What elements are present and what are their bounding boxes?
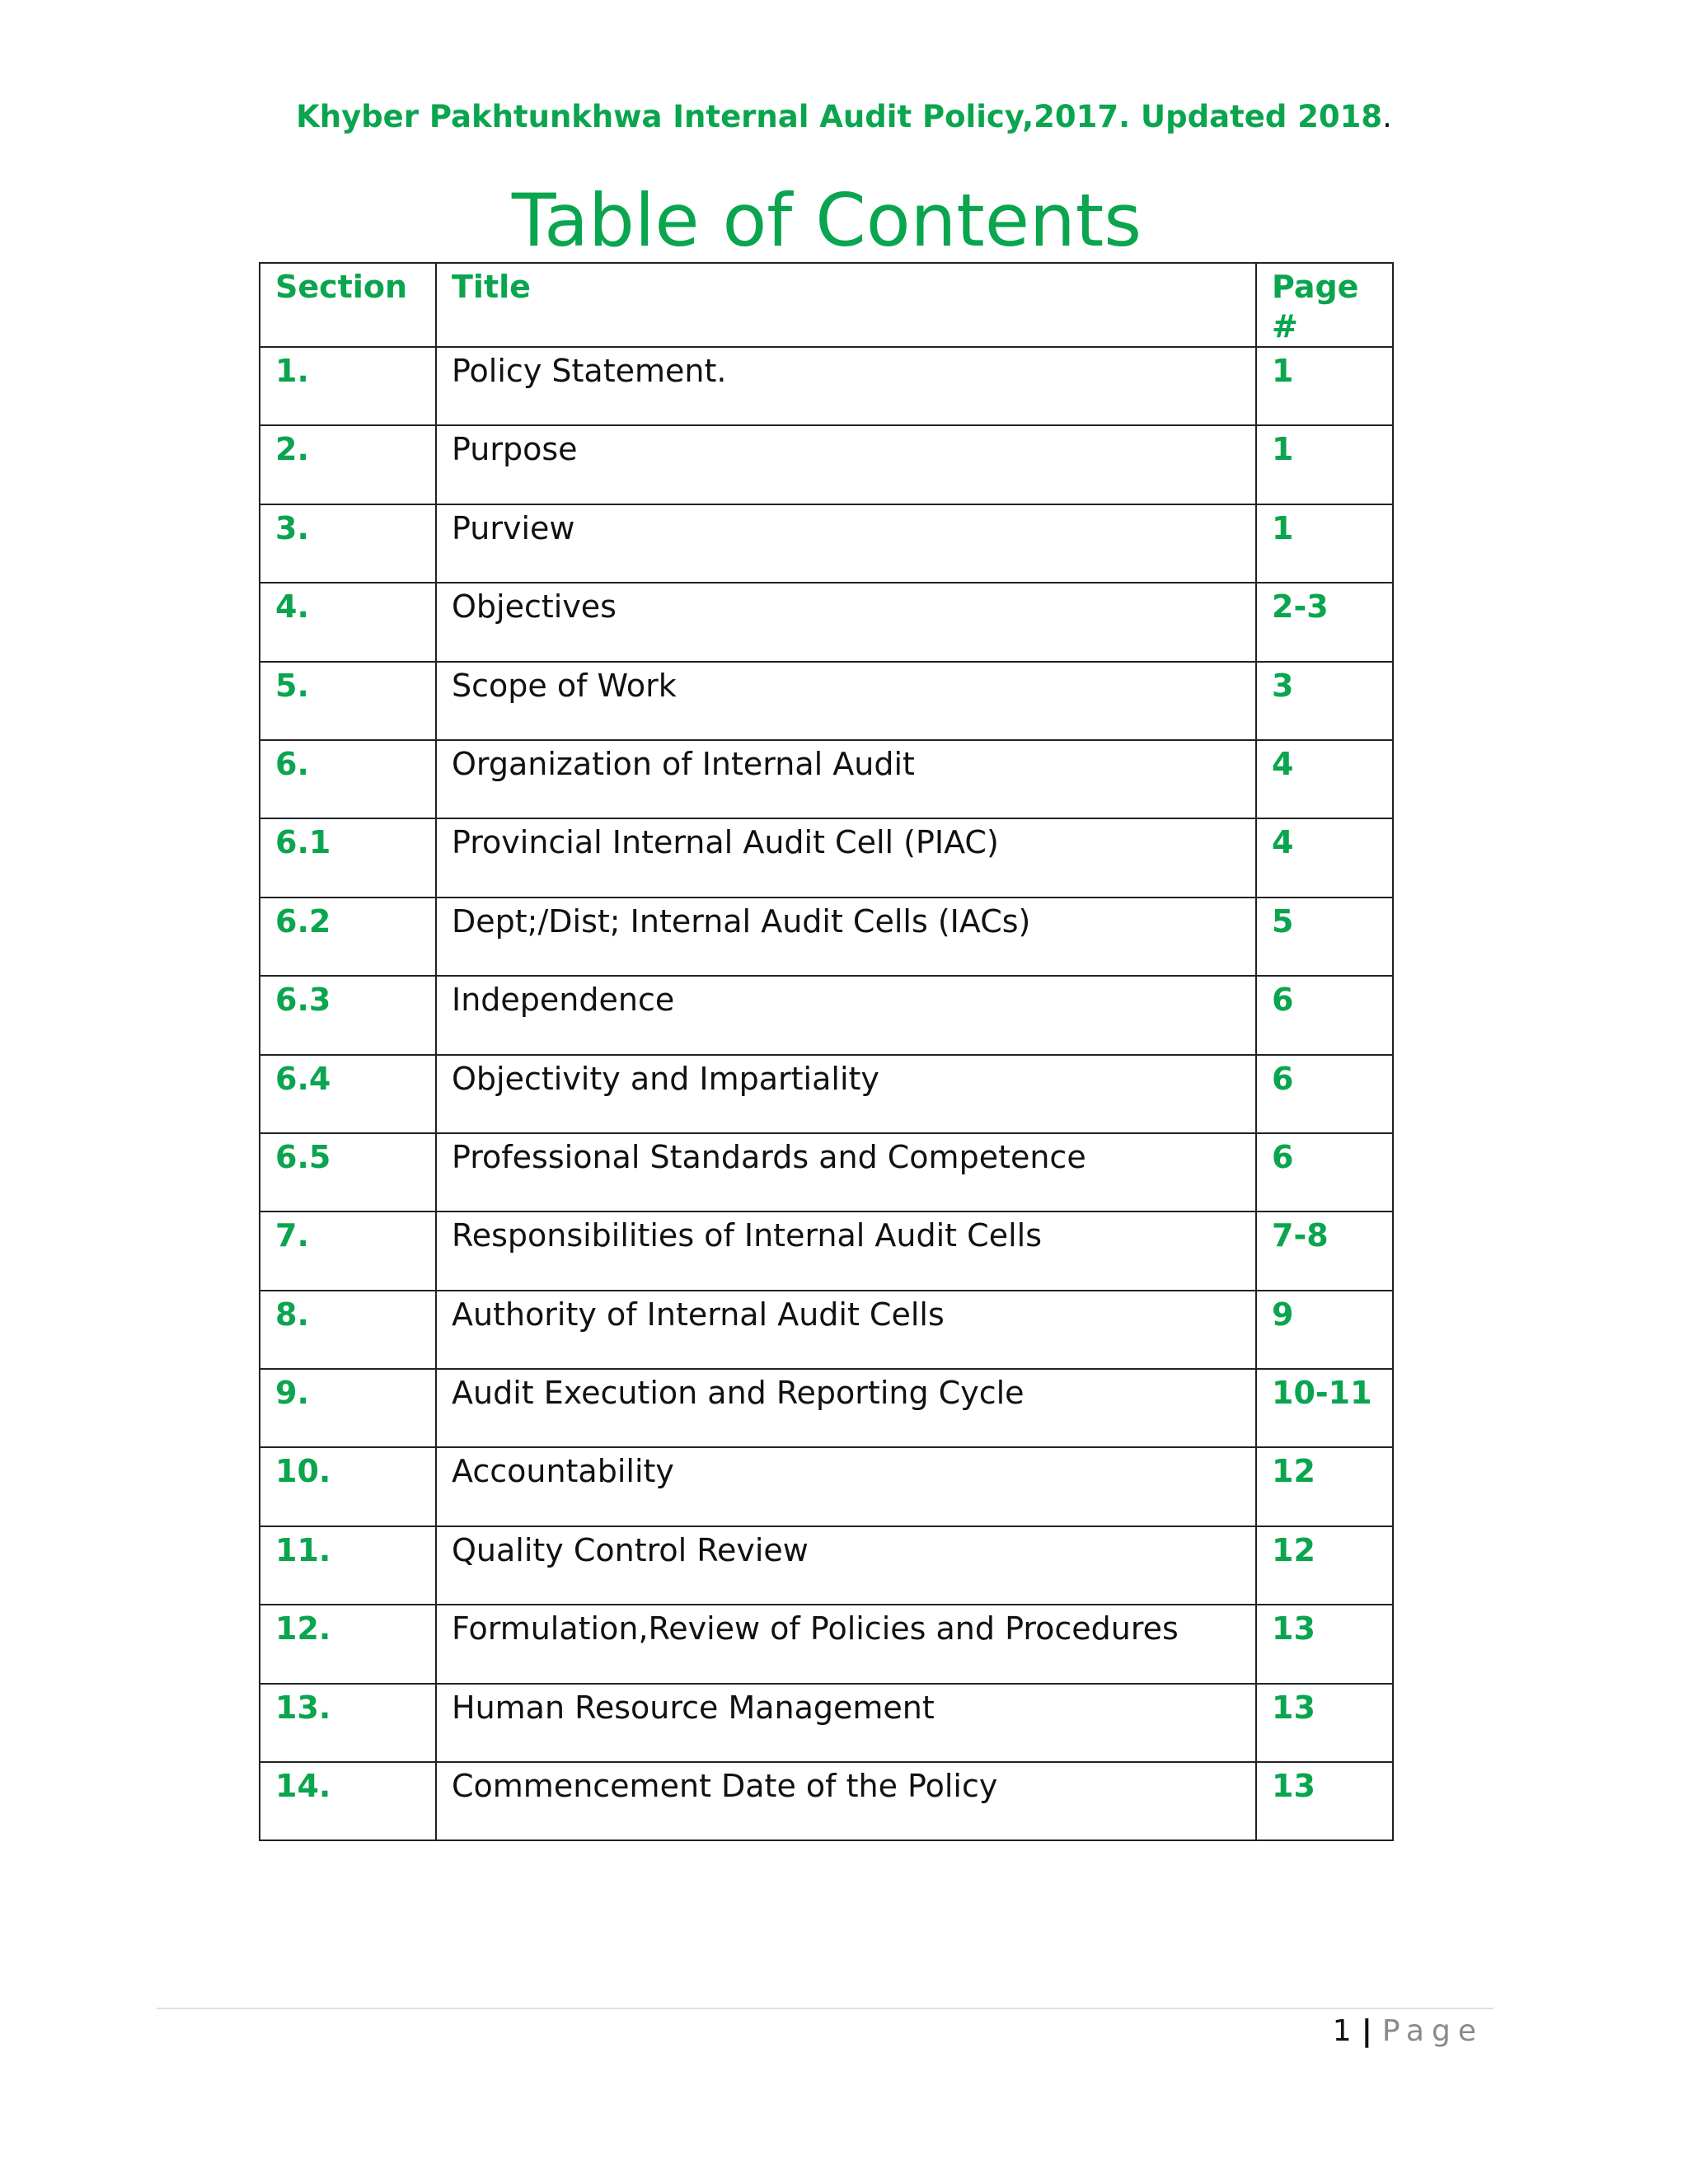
page-number: 4 xyxy=(1256,818,1393,897)
section-title: Provincial Internal Audit Cell (PIAC) xyxy=(436,818,1256,897)
table-row xyxy=(260,898,1393,976)
table-row xyxy=(260,1133,1393,1212)
page-number: 1 xyxy=(1256,347,1393,425)
section-title: Formulation,Review of Policies and Procedures xyxy=(436,1605,1256,1683)
page-footer xyxy=(1333,2013,1484,2050)
page-number: 10-11 xyxy=(1256,1369,1393,1447)
table-row xyxy=(260,1212,1393,1290)
page-number: 4 xyxy=(1256,740,1393,818)
section-title: Objectives xyxy=(436,583,1256,661)
section-number: 9. xyxy=(260,1369,436,1447)
section-number: 4. xyxy=(260,583,436,661)
page-title: Table of Contents xyxy=(511,178,1142,263)
section-title: Scope of Work xyxy=(436,662,1256,740)
table-row xyxy=(260,1684,1393,1762)
section-title: Independence xyxy=(436,976,1256,1054)
page-number: 6 xyxy=(1256,1133,1393,1212)
section-number: 6.1 xyxy=(260,818,436,897)
page-number: 13 xyxy=(1256,1605,1393,1683)
header-page: Page # xyxy=(1256,263,1393,347)
page-number: 13 xyxy=(1256,1762,1393,1840)
section-title: Purpose xyxy=(436,425,1256,504)
table-row xyxy=(260,1055,1393,1133)
section-number: 12. xyxy=(260,1605,436,1683)
header-section: Section xyxy=(260,263,436,347)
table-row xyxy=(260,1526,1393,1605)
section-title: Commencement Date of the Policy xyxy=(436,1762,1256,1840)
footer-page-number: 1 xyxy=(1332,2014,1352,2048)
section-number: 6.5 xyxy=(260,1133,436,1212)
section-title: Purview xyxy=(436,504,1256,583)
section-number: 10. xyxy=(260,1447,436,1526)
section-title: Audit Execution and Reporting Cycle xyxy=(436,1369,1256,1447)
page-number: 3 xyxy=(1256,662,1393,740)
table-row xyxy=(260,818,1393,897)
page-number: 5 xyxy=(1256,898,1393,976)
section-title: Dept;/Dist; Internal Audit Cells (IACs) xyxy=(436,898,1256,976)
table-row xyxy=(260,347,1393,425)
page-number: 12 xyxy=(1256,1526,1393,1605)
header-text: Khyber Pakhtunkhwa Internal Audit Policy,2017. Updated 2018 xyxy=(296,99,1383,134)
table-row xyxy=(260,1369,1393,1447)
table-row xyxy=(260,583,1393,661)
page-number: 13 xyxy=(1256,1684,1393,1762)
page-number: 7-8 xyxy=(1256,1212,1393,1290)
section-number: 6.2 xyxy=(260,898,436,976)
section-number: 3. xyxy=(260,504,436,583)
section-number: 8. xyxy=(260,1291,436,1369)
table-row xyxy=(260,425,1393,504)
section-number: 5. xyxy=(260,662,436,740)
table-row xyxy=(260,976,1393,1054)
footer-page-label: Page xyxy=(1381,2014,1484,2048)
page-number: 12 xyxy=(1256,1447,1393,1526)
section-number: 14. xyxy=(260,1762,436,1840)
section-number: 13. xyxy=(260,1684,436,1762)
section-number: 1. xyxy=(260,347,436,425)
section-number: 6.4 xyxy=(260,1055,436,1133)
section-number: 2. xyxy=(260,425,436,504)
section-title: Professional Standards and Competence xyxy=(436,1133,1256,1212)
page-number: 9 xyxy=(1256,1291,1393,1369)
section-number: 6.3 xyxy=(260,976,436,1054)
toc-table xyxy=(259,262,1394,1841)
section-title: Quality Control Review xyxy=(436,1526,1256,1605)
section-number: 11. xyxy=(260,1526,436,1605)
page-number: 6 xyxy=(1256,976,1393,1054)
section-title: Organization of Internal Audit xyxy=(436,740,1256,818)
header-title: Title xyxy=(436,263,1256,347)
section-number: 7. xyxy=(260,1212,436,1290)
table-row xyxy=(260,740,1393,818)
table-row xyxy=(260,662,1393,740)
section-title: Policy Statement. xyxy=(436,347,1256,425)
table-row xyxy=(260,1291,1393,1369)
table-row xyxy=(260,1447,1393,1526)
page-number: 1 xyxy=(1256,504,1393,583)
header-trailing-period: . xyxy=(1382,99,1392,134)
footer-separator: | xyxy=(1361,2014,1372,2048)
table-row xyxy=(260,1605,1393,1683)
section-title: Authority of Internal Audit Cells xyxy=(436,1291,1256,1369)
page-number: 6 xyxy=(1256,1055,1393,1133)
section-title: Responsibilities of Internal Audit Cells xyxy=(436,1212,1256,1290)
table-row xyxy=(260,1762,1393,1840)
document-header xyxy=(0,99,1688,134)
table-row xyxy=(260,504,1393,583)
page-number: 2-3 xyxy=(1256,583,1393,661)
footer-divider xyxy=(157,2008,1493,2009)
toc-header-row xyxy=(260,263,1393,347)
section-title: Human Resource Management xyxy=(436,1684,1256,1762)
section-title: Objectivity and Impartiality xyxy=(436,1055,1256,1133)
page-number: 1 xyxy=(1256,425,1393,504)
section-number: 6. xyxy=(260,740,436,818)
section-title: Accountability xyxy=(436,1447,1256,1526)
